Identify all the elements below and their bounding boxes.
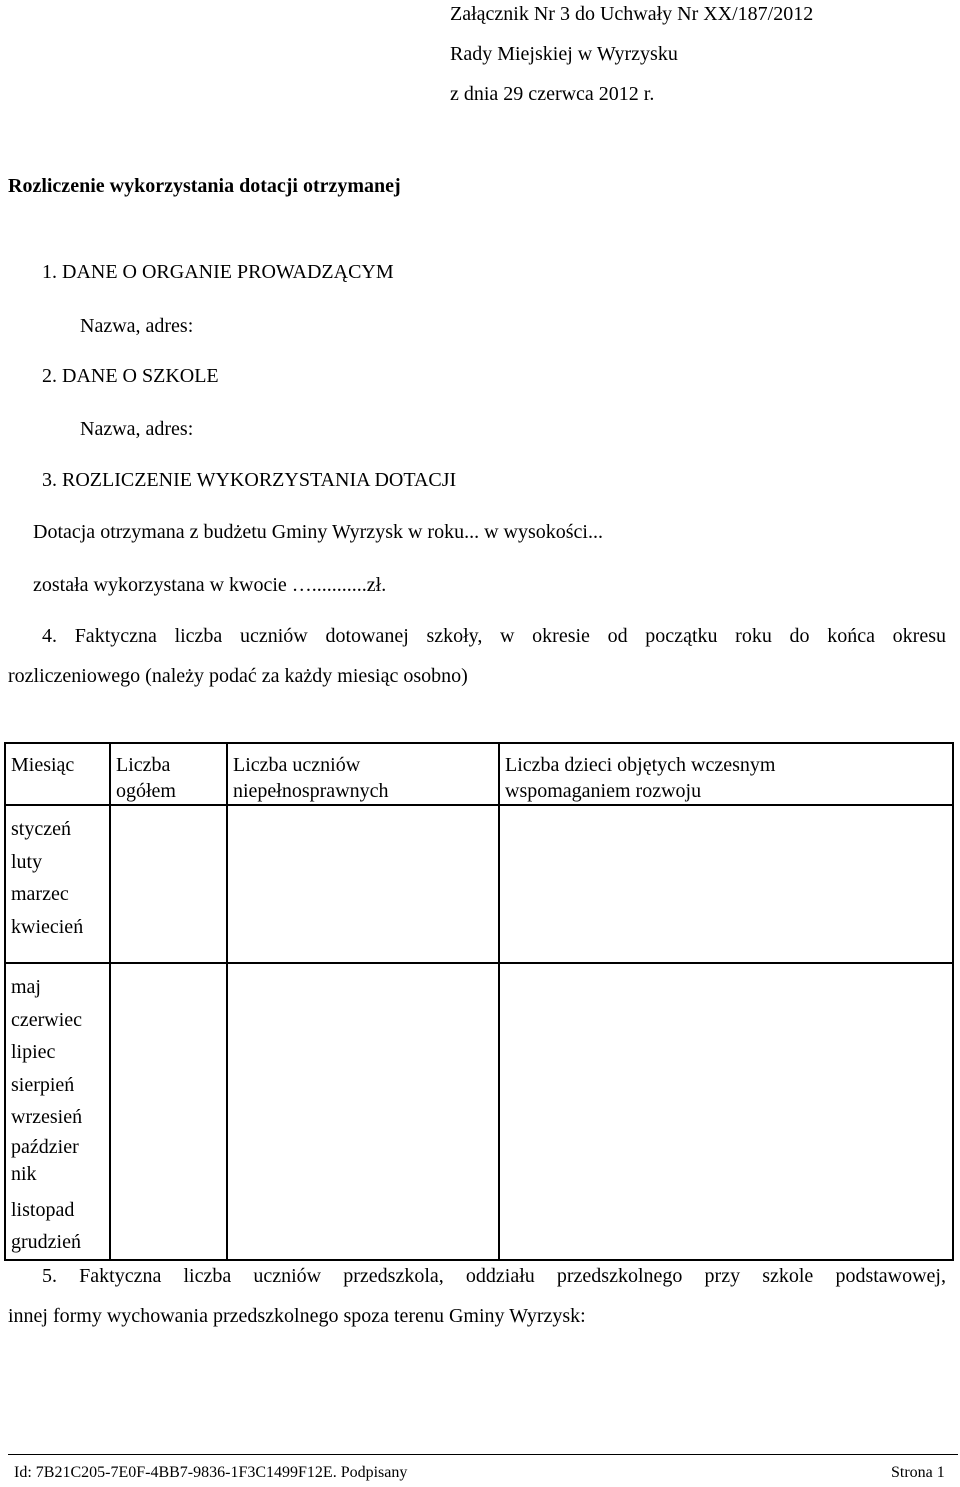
- table-row: [5, 963, 953, 1260]
- header-total: [110, 743, 227, 805]
- header-line-3: z dnia 29 czerwca 2012 r.: [450, 83, 655, 105]
- month-label: sierpień: [11, 1073, 75, 1096]
- section-5-line-1: [42, 1264, 946, 1288]
- month-label: maj: [11, 976, 41, 998]
- early-support-cell-group-2[interactable]: [499, 963, 953, 1260]
- section-4-line-1-text: [42, 624, 946, 648]
- footer-divider: [8, 1454, 958, 1455]
- table-header-row: [5, 743, 953, 805]
- section-2-title: 2. DANE O SZKOLE: [42, 365, 219, 387]
- footer-document-id: Id: 7B21C205-7E0F-4BB7-9836-1F3C1499F12E. Podpisany: [14, 1464, 408, 1481]
- section-1-title: 1. DANE O ORGANIE PROWADZĄCYM: [42, 261, 394, 283]
- header-disabled-line-2: niepełnosprawnych: [233, 780, 389, 802]
- header-total-line-2: ogółem: [116, 780, 176, 802]
- month-label: grudzień: [11, 1231, 81, 1253]
- months-cell-group-1: [5, 805, 110, 963]
- header-disabled: [227, 743, 499, 805]
- month-label: styczeń: [11, 818, 71, 840]
- section-3-title: 3. ROZLICZENIE WYKORZYSTANIA DOTACJI: [42, 469, 457, 491]
- section-3-used-amount-line: została wykorzystana w kwocie …...........zł.: [33, 574, 387, 596]
- header-early-support: [499, 743, 953, 805]
- section-3-dotation-line: Dotacja otrzymana z budżetu Gminy Wyrzysk w roku... w wysokości...: [33, 521, 603, 543]
- month-label: wrzesień: [11, 1106, 83, 1128]
- month-label: luty: [11, 850, 43, 873]
- section-2-field-label: Nazwa, adres:: [80, 418, 194, 440]
- october-part-2: nik: [11, 1162, 37, 1185]
- table-row: [5, 805, 953, 963]
- section-5-text: 5. Faktyczna liczba uczniów przedszkola, oddziału przedszkolnego przy szkole podstawowej,: [42, 1265, 946, 1287]
- header-line-2: Rady Miejskiej w Wyrzysku: [450, 43, 678, 65]
- header-month: [5, 743, 110, 805]
- early-support-cell-group-1[interactable]: [499, 805, 953, 963]
- section-4-line-2: rozliczeniowego (należy podać za każdy miesiąc osobno): [8, 665, 468, 687]
- disabled-cell-group-2[interactable]: [227, 963, 499, 1260]
- month-label: marzec: [11, 883, 69, 905]
- section-4-line-1: [42, 624, 946, 648]
- header-total-line-1: Liczba: [116, 754, 171, 776]
- document-title: Rozliczenie wykorzystania dotacji otrzymanej: [8, 175, 401, 197]
- header-line-1: Załącznik Nr 3 do Uchwały Nr XX/187/2012: [450, 3, 814, 25]
- month-label-october: [11, 1134, 109, 1194]
- section-5-line-2: innej formy wychowania przedszkolnego spoza terenu Gminy Wyrzysk:: [8, 1305, 586, 1327]
- months-cell-group-2: [5, 963, 110, 1260]
- header-month-text: Miesiąc: [11, 754, 75, 776]
- disabled-cell-group-1[interactable]: [227, 805, 499, 963]
- header-disabled-line-1: Liczba uczniów: [233, 754, 361, 776]
- header-early-line-2: wspomaganiem rozwoju: [505, 780, 702, 802]
- month-label: kwiecień: [11, 915, 84, 938]
- month-label: listopad: [11, 1198, 75, 1221]
- total-cell-group-2[interactable]: [110, 963, 227, 1260]
- section-1-field-label: Nazwa, adres:: [80, 315, 194, 337]
- students-per-month-table: [4, 742, 954, 1261]
- footer-page-number: Strona 1: [891, 1464, 945, 1481]
- total-cell-group-1[interactable]: [110, 805, 227, 963]
- month-label: lipiec: [11, 1041, 56, 1063]
- month-label: czerwiec: [11, 1008, 83, 1031]
- section-4-text: 4. Faktyczna liczba uczniów dotowanej szkoły, w okresie od początku roku do końca okresu: [42, 625, 946, 647]
- header-early-line-1: Liczba dzieci objętych wczesnym: [505, 754, 776, 776]
- october-part-1: paździer: [11, 1135, 79, 1158]
